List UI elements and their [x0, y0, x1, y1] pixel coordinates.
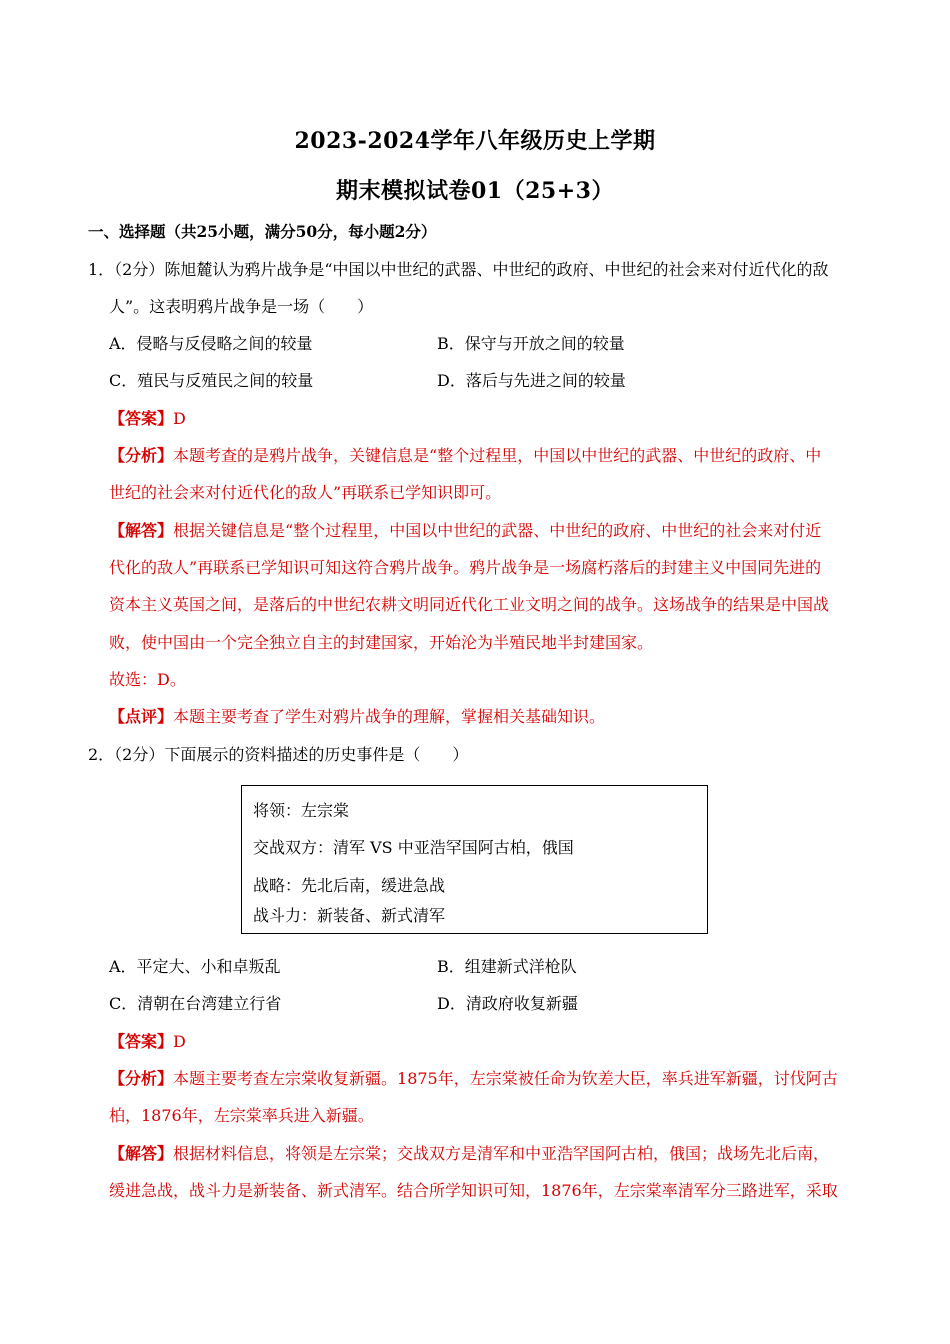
q2-solution-line2: 缓进急战，战斗力是新装备、新式清军。结合所学知识可知，1876年，左宗棠率清军分三路进军，采取 — [109, 1181, 838, 1200]
q2-answer-tag: 【答案】 — [109, 1032, 174, 1051]
q1-answer — [109, 408, 186, 430]
q1-option-b: B．保守与开放之间的较量 — [437, 334, 625, 353]
q1-answer-value: D — [173, 409, 186, 428]
q1-analysis-line2: 世纪的社会来对付近代化的敌人”再联系已学知识即可。 — [109, 483, 502, 502]
q1-solution-line2: 代化的敌人”再联系已学知识可知这符合鸦片战争。鸦片战争是一场腐朽落后的封建主义中国同先进的 — [109, 558, 822, 577]
q1-option-c: C．殖民与反殖民之间的较量 — [109, 371, 314, 390]
q1-comment-tag: 【点评】 — [109, 707, 174, 726]
q2-analysis-line2: 柏，1876年，左宗棠率兵进入新疆。 — [109, 1106, 374, 1125]
q2-option-b: B．组建新式洋枪队 — [437, 957, 577, 976]
q1-stem-line2: 人”。这表明鸦片战争是一场（ ） — [109, 297, 374, 316]
q1-stem-line1: 1．（2分）陈旭麓认为鸦片战争是“中国以中世纪的武器、中世纪的政府、中世纪的社会来对付近代化的敌 — [88, 260, 829, 279]
q1-analysis-line1 — [109, 445, 821, 467]
q2-analysis-tag: 【分析】 — [109, 1069, 174, 1088]
q2-box-parties: 交战双方：清军 VS 中亚浩罕国阿古柏，俄国 — [253, 838, 574, 857]
exam-title: 2023-2024学年八年级历史上学期 — [294, 128, 656, 154]
q1-option-d: D．落后与先进之间的较量 — [437, 371, 626, 390]
q1-comment-text: 本题主要考查了学生对鸦片战争的理解，掌握相关基础知识。 — [173, 707, 606, 726]
q2-answer — [109, 1031, 186, 1053]
q2-solution-text1: 根据材料信息，将领是左宗棠；交战双方是清军和中亚浩罕国阿古柏，俄国；战场先北后南， — [173, 1144, 830, 1163]
q1-choice: 故选：D。 — [109, 670, 186, 689]
q2-stem: 2．（2分）下面展示的资料描述的历史事件是（ ） — [88, 745, 469, 764]
q1-analysis-text1: 本题考查的是鸦片战争，关键信息是“整个过程里，中国以中世纪的武器、中世纪的政府、中 — [173, 446, 822, 465]
q1-solution-tag: 【解答】 — [109, 521, 174, 540]
q2-option-a: A．平定大、小和卓叛乱 — [109, 957, 281, 976]
q1-solution-line4: 败，使中国由一个完全独立自主的封建国家，开始沦为半殖民地半封建国家。 — [109, 633, 654, 652]
q1-solution-line1 — [109, 520, 821, 542]
q1-analysis-tag: 【分析】 — [109, 446, 174, 465]
q2-box-strength: 战斗力：新装备、新式清军 — [253, 906, 446, 925]
q2-option-d: D．清政府收复新疆 — [437, 994, 578, 1013]
q1-solution-line3: 资本主义英国之间，是落后的中世纪农耕文明同近代化工业文明之间的战争。这场战争的结果是中国战 — [109, 595, 830, 614]
q1-comment — [109, 706, 605, 728]
q2-analysis-text1: 本题主要考查左宗棠收复新疆。1875年，左宗棠被任命为钦差大臣，率兵进军新疆，讨伐阿古 — [173, 1069, 838, 1088]
q2-answer-value: D — [173, 1032, 186, 1051]
q2-solution-line1 — [109, 1143, 829, 1165]
q2-box-strategy: 战略：先北后南，缓进急战 — [253, 876, 446, 895]
q2-solution-tag: 【解答】 — [109, 1144, 174, 1163]
q2-option-c: C．清朝在台湾建立行省 — [109, 994, 282, 1013]
q2-analysis-line1 — [109, 1068, 838, 1090]
section-heading: 一、选择题（共25小题，满分50分，每小题2分） — [88, 222, 437, 241]
q2-box-general: 将领：左宗棠 — [253, 801, 350, 820]
q1-option-a: A．侵略与反侵略之间的较量 — [109, 334, 313, 353]
q2-material-box — [241, 785, 708, 934]
q1-solution-text1: 根据关键信息是“整个过程里，中国以中世纪的武器、中世纪的政府、中世纪的社会来对付近 — [173, 521, 822, 540]
q1-answer-tag: 【答案】 — [109, 409, 174, 428]
exam-subtitle: 期末模拟试卷01（25+3） — [336, 178, 614, 204]
